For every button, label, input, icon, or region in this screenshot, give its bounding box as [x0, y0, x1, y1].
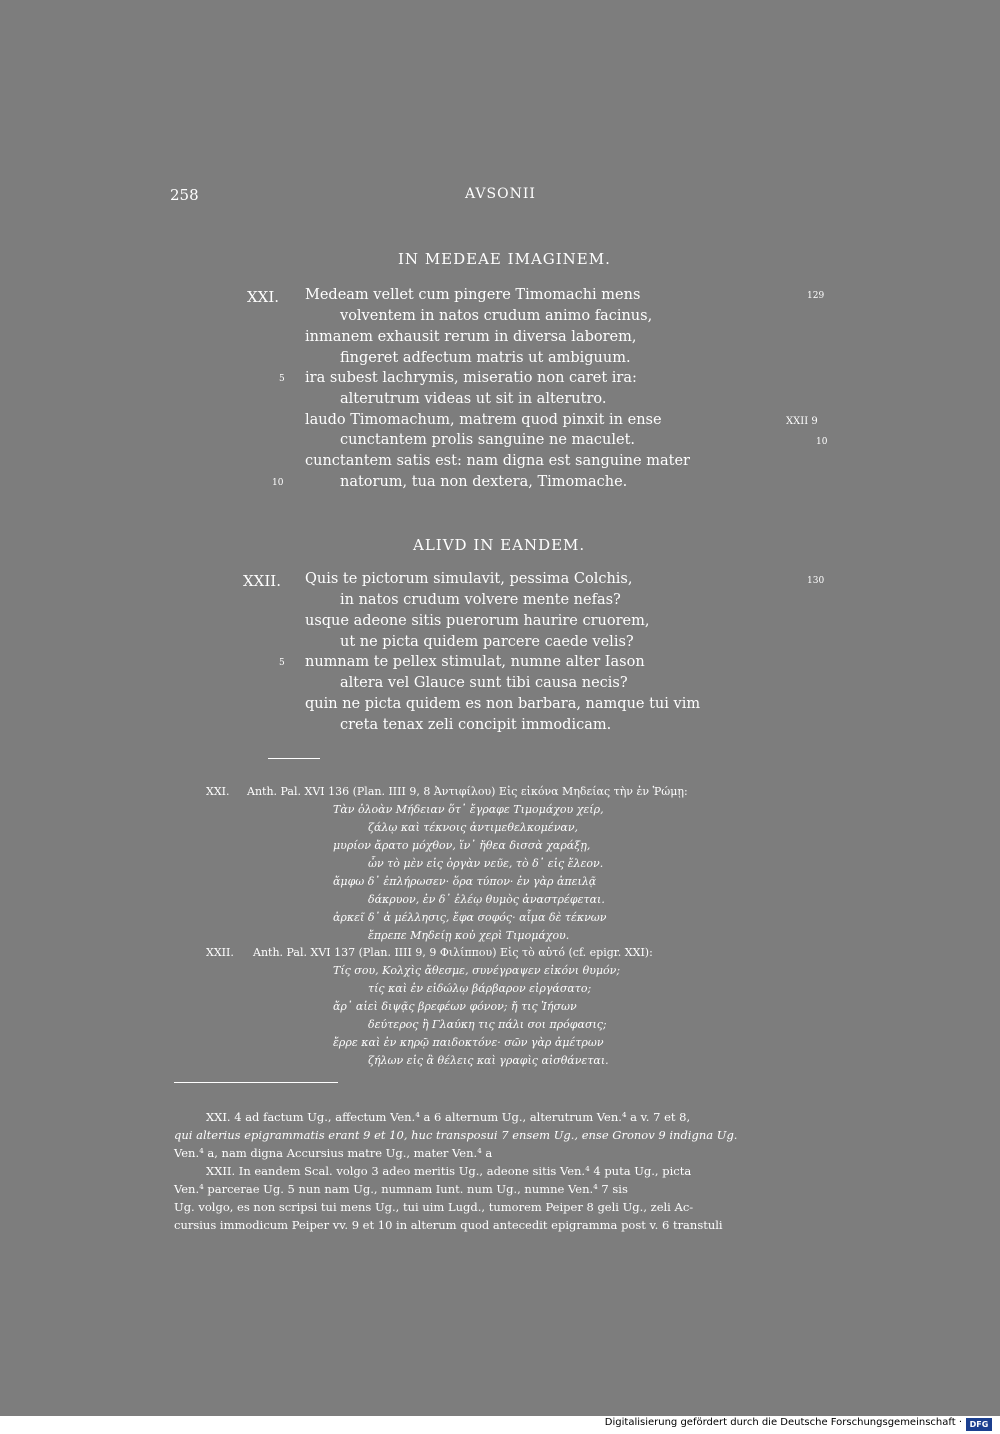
note-label: XXI.: [206, 785, 230, 798]
section-heading-1: IN MEDEAE IMAGINEM.: [398, 250, 611, 268]
greek-line: ἔρρε καὶ ἐν κηρῷ παιδοκτόνε· σῶν γὰρ ἀμέτρων: [333, 1036, 604, 1049]
apparatus-line: Ven.⁴ parcerae Ug. 5 nun nam Ug., numnam Iunt. num Ug., numne Ven.⁴ 7 sis: [174, 1182, 628, 1196]
verse-line: in natos crudum volvere mente nefas?: [340, 592, 621, 608]
line-number: 5: [279, 374, 285, 384]
poem-number-1: XXI.: [247, 288, 280, 306]
greek-line: Τίς σου, Κολχὶς ἄθεσμε, συνέγραψεν εἰκόνι θυμόν;: [333, 964, 621, 977]
greek-line: μυρίον ἄρατο μόχθον, ἵν᾽ ἤθεα δισσὰ χαράξῃ,: [333, 839, 591, 852]
verse-line: quin ne picta quidem es non barbara, namque tui vim: [305, 696, 701, 712]
note-text: Anth. Pal. XVI 136 (Plan. IIII 9, 8 Ἀντιφίλου) Εἰς εἰκόνα Μηδείας τὴν ἐν Ῥώμῃ:: [247, 785, 688, 798]
verse-line: alterutrum videas ut sit in alterutro.: [340, 391, 607, 407]
separator-rule: [174, 1082, 338, 1083]
verse-line: altera vel Glauce sunt tibi causa necis?: [340, 675, 628, 691]
margin-ref-130: 130: [807, 576, 825, 586]
apparatus-line: XXII. In eandem Scal. volgo 3 adeo meritis Ug., adeone sitis Ven.⁴ 4 puta Ug., picta: [206, 1164, 692, 1178]
note-label: XXII.: [206, 946, 234, 959]
greek-line: Τὰν ὀλοὰν Μήδειαν ὅτ᾽ ἔγραφε Τιμομάχου χείρ,: [333, 803, 604, 816]
footer-credit: Digitalisierung gefördert durch die Deutsche Forschungsgemeinschaft ·: [604, 1417, 962, 1428]
section-heading-2: ALIVD IN EANDEM.: [413, 536, 586, 554]
verse-line: volventem in natos crudum animo facinus,: [340, 308, 653, 324]
apparatus-line: cursius immodicum Peiper vv. 9 et 10 in alterum quod antecedit epigramma post v. 6 transtuli: [174, 1218, 723, 1232]
greek-line: ἔπρεπε Μηδείῃ κοὐ χερὶ Τιμομάχου.: [368, 929, 570, 942]
verse-line: creta tenax zeli concipit immodicam.: [340, 717, 612, 733]
running-head: AVSONII: [465, 186, 536, 202]
page-number: 258: [170, 186, 199, 204]
dfg-logo-icon: DFG: [966, 1418, 992, 1431]
verse-line: cunctantem prolis sanguine ne maculet.: [340, 432, 636, 448]
greek-line: ἄρ᾽ αἰεὶ διψᾷς βρεφέων φόνον; ἤ τις Ἰήσων: [333, 1000, 577, 1013]
verse-line: Quis te pictorum simulavit, pessima Colchis,: [305, 571, 633, 587]
verse-line: numnam te pellex stimulat, numne alter Iason: [305, 654, 645, 670]
greek-line: δεύτερος ἢ Γλαύκη τις πάλι σοι πρόφασις;: [368, 1018, 607, 1031]
verse-line: natorum, tua non dextera, Timomache.: [340, 474, 628, 490]
greek-line: ἄμφω δ᾽ ἐπλήρωσεν· ὅρα τύπον· ἐν γὰρ ἀπειλᾷ: [333, 875, 597, 888]
verse-line: inmanem exhausit rerum in diversa laborem,: [305, 329, 637, 345]
verse-line: fingeret adfectum matris ut ambiguum.: [340, 350, 631, 366]
poem-number-2: XXII.: [243, 572, 281, 590]
line-number: 10: [272, 478, 284, 488]
margin-ref-129: 129: [807, 291, 825, 301]
greek-line: δάκρυον, ἐν δ᾽ ἐλέῳ θυμὸς ἀναστρέφεται.: [368, 893, 605, 906]
verse-line: usque adeone sitis puerorum haurire cruorem,: [305, 613, 650, 629]
margin-ref-10: 10: [816, 437, 828, 447]
apparatus-line: qui alterius epigrammatis erant 9 et 10, huc transposui 7 ensem Ug., ense Gronov 9 indigna Ug.: [174, 1128, 738, 1142]
apparatus-line: Ven.⁴ a, nam digna Accursius matre Ug., mater Ven.⁴ a: [174, 1146, 493, 1160]
greek-line: ὧν τὸ μὲν εἰς ὀργὰν νεῦε, τὸ δ᾽ εἰς ἔλεον.: [368, 857, 604, 870]
verse-line: ira subest lachrymis, miseratio non caret ira:: [305, 370, 637, 386]
separator-rule: [268, 758, 320, 759]
greek-line: ζήλων εἰς ἃ θέλεις καὶ γραφὶς αἰσθάνεται.: [368, 1054, 609, 1067]
apparatus-line: XXI. 4 ad factum Ug., affectum Ven.⁴ a 6 alternum Ug., alterutrum Ven.⁴ a v. 7 et 8,: [206, 1110, 691, 1124]
verse-line: Medeam vellet cum pingere Timomachi mens: [305, 287, 641, 303]
line-number: 5: [279, 658, 285, 668]
verse-line: laudo Timomachum, matrem quod pinxit in ense: [305, 412, 662, 428]
verse-line: ut ne picta quidem parcere caede velis?: [340, 634, 634, 650]
apparatus-line: Ug. volgo, es non scripsi tui mens Ug., tui uim Lugd., tumorem Peiper 8 geli Ug., zeli Ac-: [174, 1200, 694, 1214]
margin-ref-xxii: XXII 9: [786, 416, 818, 427]
greek-line: ζάλῳ καὶ τέκνοις ἀντιμεθελκομέναν,: [368, 821, 579, 834]
greek-line: ἀρκεῖ δ᾽ ἁ μέλλησις, ἔφα σοφός· αἷμα δὲ τέκνων: [333, 911, 607, 924]
verse-line: cunctantem satis est: nam digna est sanguine mater: [305, 453, 690, 469]
greek-line: τίς καὶ ἐν εἰδώλῳ βάρβαρον εἰργάσατο;: [368, 982, 592, 995]
note-text: Anth. Pal. XVI 137 (Plan. IIII 9, 9 Φιλίππου) Εἰς τὸ αὐτό (cf. epigr. XXI):: [253, 946, 653, 959]
